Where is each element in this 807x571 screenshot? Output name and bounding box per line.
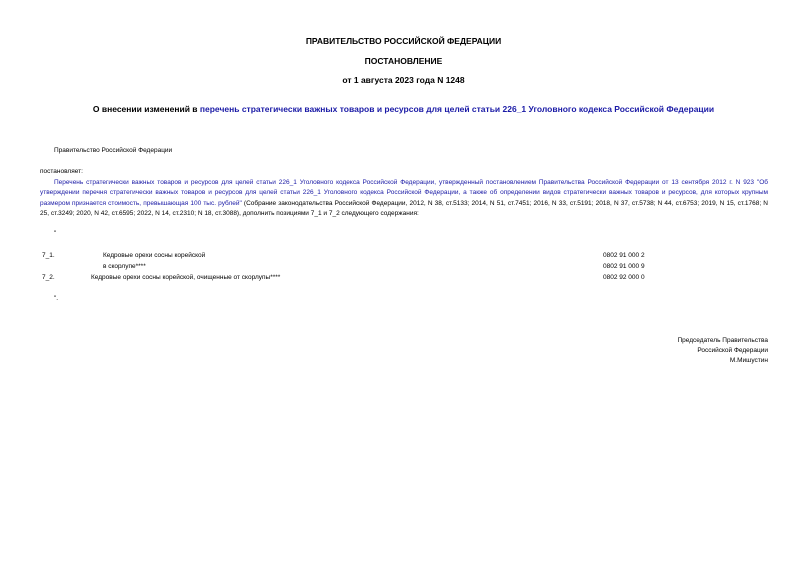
quote-close: ".	[54, 295, 59, 302]
main-paragraph	[40, 178, 768, 220]
document-title	[0, 104, 807, 115]
quote-open: "	[54, 230, 57, 237]
document-title-link[interactable]: перечень стратегически важных товаров и ресурсов для целей статьи 226_1 Уголовного кодекса Российской Федерации	[199, 104, 715, 114]
table-row-name: Кедровые орехи сосны корейской	[103, 252, 206, 259]
header-organization: ПРАВИТЕЛЬСТВО РОССИЙСКОЙ ФЕДЕРАЦИИ	[305, 36, 502, 46]
header-document-type: ПОСТАНОВЛЕНИЕ	[364, 56, 443, 66]
document-title-prefix: О внесении изменений в	[92, 104, 200, 114]
main-paragraph-text: (Собрание законодательства Российской Федерации, 2012, N 38, ст.5133; 2014, N 51, ст.7451; 2016, N 33, ст.5191; 2018, N 37, ст.5738; N 44, ст.6753; 2019, N 15, ст.1768; N 25, ст.3249; 2020, N 42, ст.6595; 2022, N 14, ст.2310; N 18, ст.3088), дополнить позициями 7_1 и 7_2 следующего содержания:	[40, 199, 768, 218]
signature-name: М.Мишустин	[729, 357, 768, 364]
table-row-code: 0802 91 000 2	[603, 252, 645, 259]
header-date-number: от 1 августа 2023 года N 1248	[342, 75, 465, 85]
table-row-name: Кедровые орехи сосны корейской, очищенные от скорлупы****	[91, 274, 281, 281]
table-row-num: 7_1.	[42, 252, 55, 259]
table-row-code: 0802 92 000 0	[603, 274, 645, 281]
table-row-name-continued: в скорлупе****	[103, 263, 146, 270]
issuer-text: Правительство Российской Федерации	[54, 147, 173, 154]
table-row-code: 0802 91 000 9	[603, 263, 645, 270]
table-row-num: 7_2.	[42, 274, 55, 281]
signature-position-line2: Российской Федерации	[697, 347, 768, 354]
resolves-text: постановляет:	[40, 168, 83, 175]
amended-list-link[interactable]: Перечень стратегически важных товаров и ресурсов для целей статьи 226_1 Уголовного кодекса Российской Федерации, утвержденный постановлением Правительства Российской Федерации от 13 сентября 2012 г. N 923 "Об утверждении перечня стратегически важных товаров и ресурсов для целей статьи 226_1 Уголовного кодекса Российской Федерации, а также об определении видов стратегически важных товаров и ресурсов, для которых крупным размером признается стоимость, превышающая 100 тыс. рублей"	[40, 179, 768, 207]
signature-position-line1: Председатель Правительства	[677, 337, 768, 344]
